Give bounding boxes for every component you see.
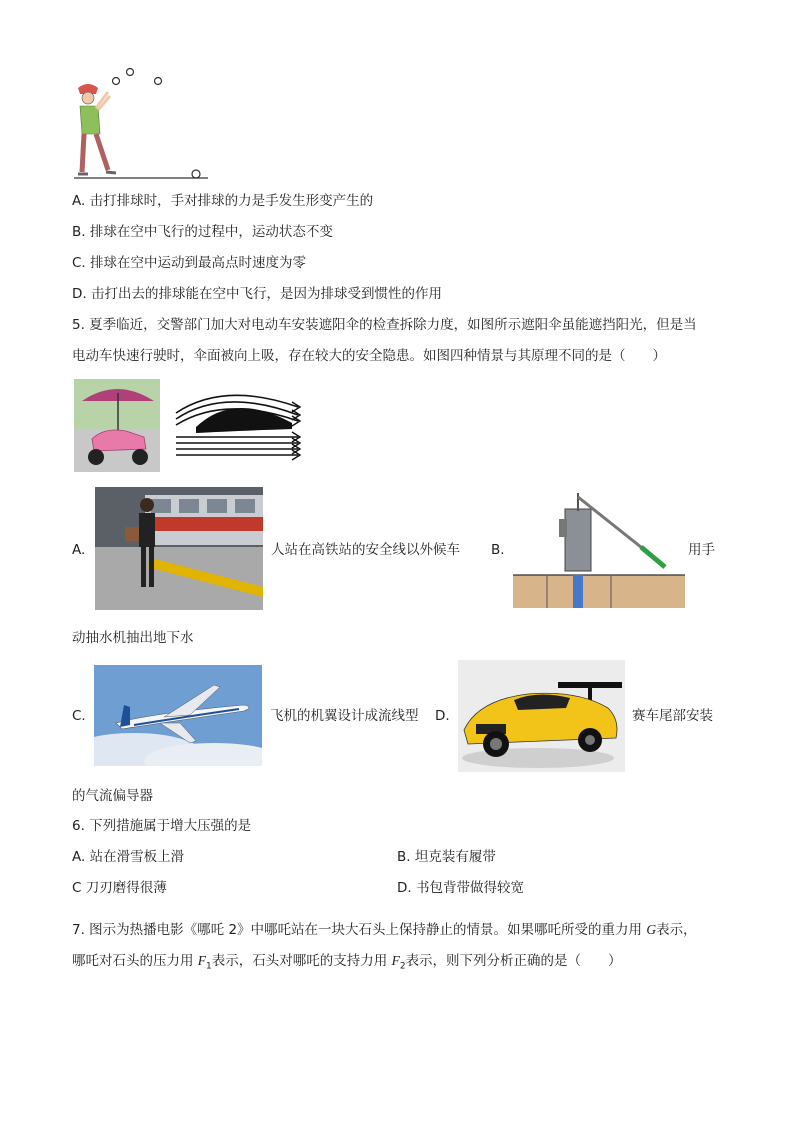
- q4-option-c: C. 排球在空中运动到最高点时速度为零: [72, 255, 307, 271]
- volleyball-figure: [68, 62, 218, 184]
- airplane-photo: [94, 665, 262, 766]
- q5-option-a-letter: A.: [72, 542, 86, 558]
- q5-option-b-text-part-2: 动抽水机抽出地下水: [72, 630, 194, 646]
- q6-option-b: B. 坦克装有履带: [397, 849, 496, 865]
- q5-option-d-text-part-1: 赛车尾部安装: [632, 708, 713, 724]
- airfoil-streamline-diagram: [174, 385, 306, 465]
- q7-line1-text-b: 表示，: [656, 922, 697, 938]
- q7-line1-text-a: 7. 图示为热播电影《哪吒 2》中哪吒站在一块大石头上保持静止的情景。如果哪吒所受的重力用: [72, 922, 647, 938]
- q7-line2-text-c: 表示，则下列分析正确的是（ ）: [405, 953, 622, 969]
- q6-option-a: A. 站在滑雪板上滑: [72, 849, 185, 865]
- q7-stem-line-2: [72, 951, 622, 977]
- q5-option-c-letter: C.: [72, 708, 86, 724]
- train-platform-photo: [95, 487, 263, 610]
- q7-line2-text-b: 表示，石头对哪吒的支持力用: [211, 953, 392, 969]
- q4-option-a: A. 击打排球时，手对排球的力是手发生形变产生的: [72, 193, 374, 209]
- q7-symbol-f1-sub: 1: [206, 961, 212, 972]
- q7-symbol-g: G: [646, 922, 657, 937]
- q6-stem: 6. 下列措施属于增大压强的是: [72, 818, 252, 834]
- q5-option-b-text-part-1: 用手: [688, 542, 715, 558]
- q5-option-b-letter: B.: [491, 542, 505, 558]
- umbrella-scooter-photo: [74, 379, 160, 472]
- q6-option-c: C 刀刃磨得很薄: [72, 880, 167, 896]
- q7-line2-text-a: 哪吒对石头的压力用: [72, 953, 198, 969]
- q6-option-d: D. 书包背带做得较宽: [397, 880, 524, 896]
- q5-stem-line-1: 5. 夏季临近，交警部门加大对电动车安装遮阳伞的检查拆除力度，如图所示遮阳伞虽能遮挡阳光，但是当: [72, 317, 697, 333]
- q7-symbol-f2: F: [391, 953, 400, 968]
- q5-option-d-text-part-2: 的气流偏导器: [72, 788, 153, 804]
- q5-option-a-text: 人站在高铁站的安全线以外候车: [271, 542, 460, 558]
- q5-option-c-text: 飞机的机翼设计成流线型: [270, 708, 419, 724]
- race-car-photo: [458, 660, 625, 772]
- q7-symbol-f2-sub: 2: [399, 961, 406, 972]
- hand-water-pump-figure: [513, 489, 685, 608]
- q7-stem-line-1: [72, 920, 697, 940]
- q4-option-b: B. 排球在空中飞行的过程中，运动状态不变: [72, 224, 333, 240]
- q7-symbol-f1: F: [197, 953, 207, 968]
- q4-option-d: D. 击打出去的排球能在空中飞行，是因为排球受到惯性的作用: [72, 286, 442, 302]
- q5-stem-line-2: 电动车快速行驶时，伞面被向上吸，存在较大的安全隐患。如图四种情景与其原理不同的是（ ）: [72, 348, 666, 364]
- q5-option-d-letter: D.: [435, 708, 450, 724]
